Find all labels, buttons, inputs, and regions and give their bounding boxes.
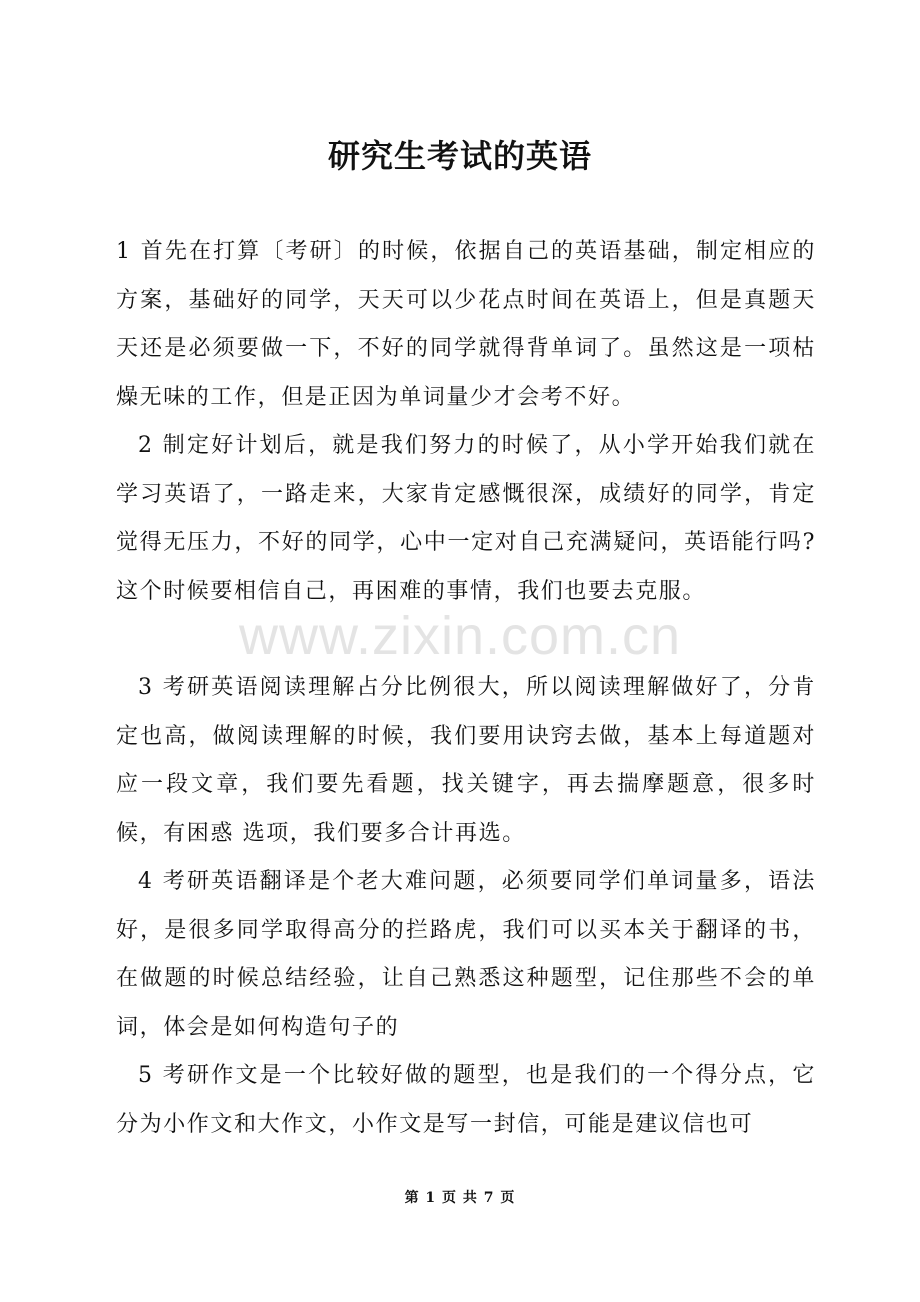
watermark: www.zixin.com.cn [238, 606, 682, 666]
paragraph-1: 1 首先在打算〔考研〕的时候，依据自己的英语基础，制定相应的方案，基础好的同学，天天可以少花点时间在英语上，但是真题天天还是必须要做一下，不好的同学就得背单词了。虽然这是一项枯燥无味的工作，但是正因为单词量少才会考不好。 [116, 239, 816, 410]
document-body [116, 228, 816, 1149]
page-footer: 第 1 页 共 7 页 [404, 1190, 516, 1206]
paragraph-4: 4 考研英语翻译是个老大难问题，必须要同学们单词量多，语法好，是很多同学取得高分的拦路虎，我们可以买本关于翻译的书，在做题的时候总结经验，让自己熟悉这种题型，记住那些不会的单词，体会是如何构造句子的 [116, 869, 816, 1040]
paragraph-2: 2 制定好计划后，就是我们努力的时候了，从小学开始我们就在学习英语了，一路走来，大家肯定感慨很深，成绩好的同学，肯定觉得无压力，不好的同学，心中一定对自己充满疑问，英语能行吗?这个时候要相信自己，再困难的事情，我们也要去克服。 [116, 433, 816, 604]
paragraph-5: 5 考研作文是一个比较好做的题型，也是我们的一个得分点，它分为小作文和大作文，小作文是写一封信，可能是建议信也可 [116, 1063, 816, 1137]
document-title: 研究生考试的英语 [327, 137, 592, 175]
paragraph-3: 3 考研英语阅读理解占分比例很大，所以阅读理解做好了，分肯定也高，做阅读理解的时候，我们要用诀窍去做，基本上每道题对应一段文章，我们要先看题，找关键字，再去揣摩题意，很多时候，有困惑 选项，我们要多合计再选。 [116, 675, 816, 846]
